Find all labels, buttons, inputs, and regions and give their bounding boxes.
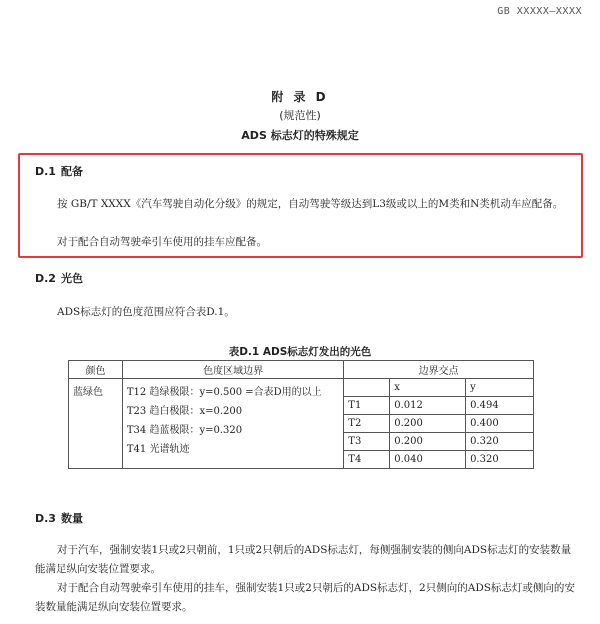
boundary-line: T23 趋白极限：x=0.200	[126, 406, 243, 417]
y-header: y	[466, 379, 534, 397]
standard-code: GB XXXXX—XXXX	[497, 6, 582, 17]
point-name: T4	[344, 451, 390, 469]
section-number: D.1	[35, 165, 56, 178]
point-y: 0.320	[466, 451, 534, 469]
header-region: 色度区域边界	[122, 361, 343, 379]
paragraph: ADS标志灯的色度范围应符合表D.1。	[57, 306, 235, 318]
appendix-title: ADS 标志灯的特殊规定	[241, 129, 359, 142]
point-name: T3	[344, 433, 390, 451]
boundaries-cell	[122, 379, 343, 469]
paragraph: 按 GB/T XXXX《汽车驾驶自动化分级》的规定，自动驾驶等级达到L3级或以上的M类和N类机动车应配备。	[57, 198, 564, 210]
header-intersections: 边界交点	[344, 361, 534, 379]
point-x: 0.200	[390, 433, 466, 451]
point-x: 0.012	[390, 397, 466, 415]
point-y: 0.494	[466, 397, 534, 415]
table-caption: 表D.1 ADS标志灯发出的光色	[228, 346, 372, 358]
point-x: 0.040	[390, 451, 466, 469]
boundary-line: T41 光谱轨迹	[126, 444, 190, 455]
paragraph: 对于配合自动驾驶牵引车使用的挂车应配备。	[57, 236, 267, 248]
boundary-line: T12 趋绿极限：y=0.500 =合表D用的以上	[126, 387, 322, 398]
point-name: T1	[344, 397, 390, 415]
section-title: 配备	[61, 165, 83, 178]
x-header: x	[390, 379, 466, 397]
section-heading-d3	[35, 510, 83, 526]
paragraph: 对于配合自动驾驶牵引车使用的挂车，强制安装1只或2只朝后的ADS标志灯，2只侧向的ADS标志灯或侧向的安装数量能满足纵向安装位置要求。	[35, 582, 575, 613]
point-x: 0.200	[390, 415, 466, 433]
chromaticity-table	[68, 360, 534, 469]
point-y: 0.320	[466, 433, 534, 451]
point-name: T2	[344, 415, 390, 433]
boundary-line: T34 趋蓝极限：y=0.320	[126, 425, 243, 436]
paragraph: 对于汽车，强制安装1只或2只朝前，1只或2只朝后的ADS标志灯，每侧强制安装的侧向ADS标志灯的安装数量能满足纵向安装位置要求。	[35, 544, 572, 575]
color-cell: 蓝绿色	[69, 379, 123, 469]
section-heading-d1	[35, 163, 83, 179]
section-heading-d2	[35, 270, 83, 286]
section-number: D.2	[35, 272, 56, 285]
point-name-header	[344, 379, 390, 397]
appendix-nature: (规范性)	[279, 109, 321, 122]
section-title: 光色	[61, 272, 83, 285]
section-title: 数量	[61, 512, 83, 525]
table-header-row	[69, 361, 534, 379]
section-number: D.3	[35, 512, 56, 525]
table-row	[69, 379, 534, 397]
appendix-label: 附 录 D	[271, 90, 329, 104]
point-y: 0.400	[466, 415, 534, 433]
header-color: 颜色	[69, 361, 123, 379]
